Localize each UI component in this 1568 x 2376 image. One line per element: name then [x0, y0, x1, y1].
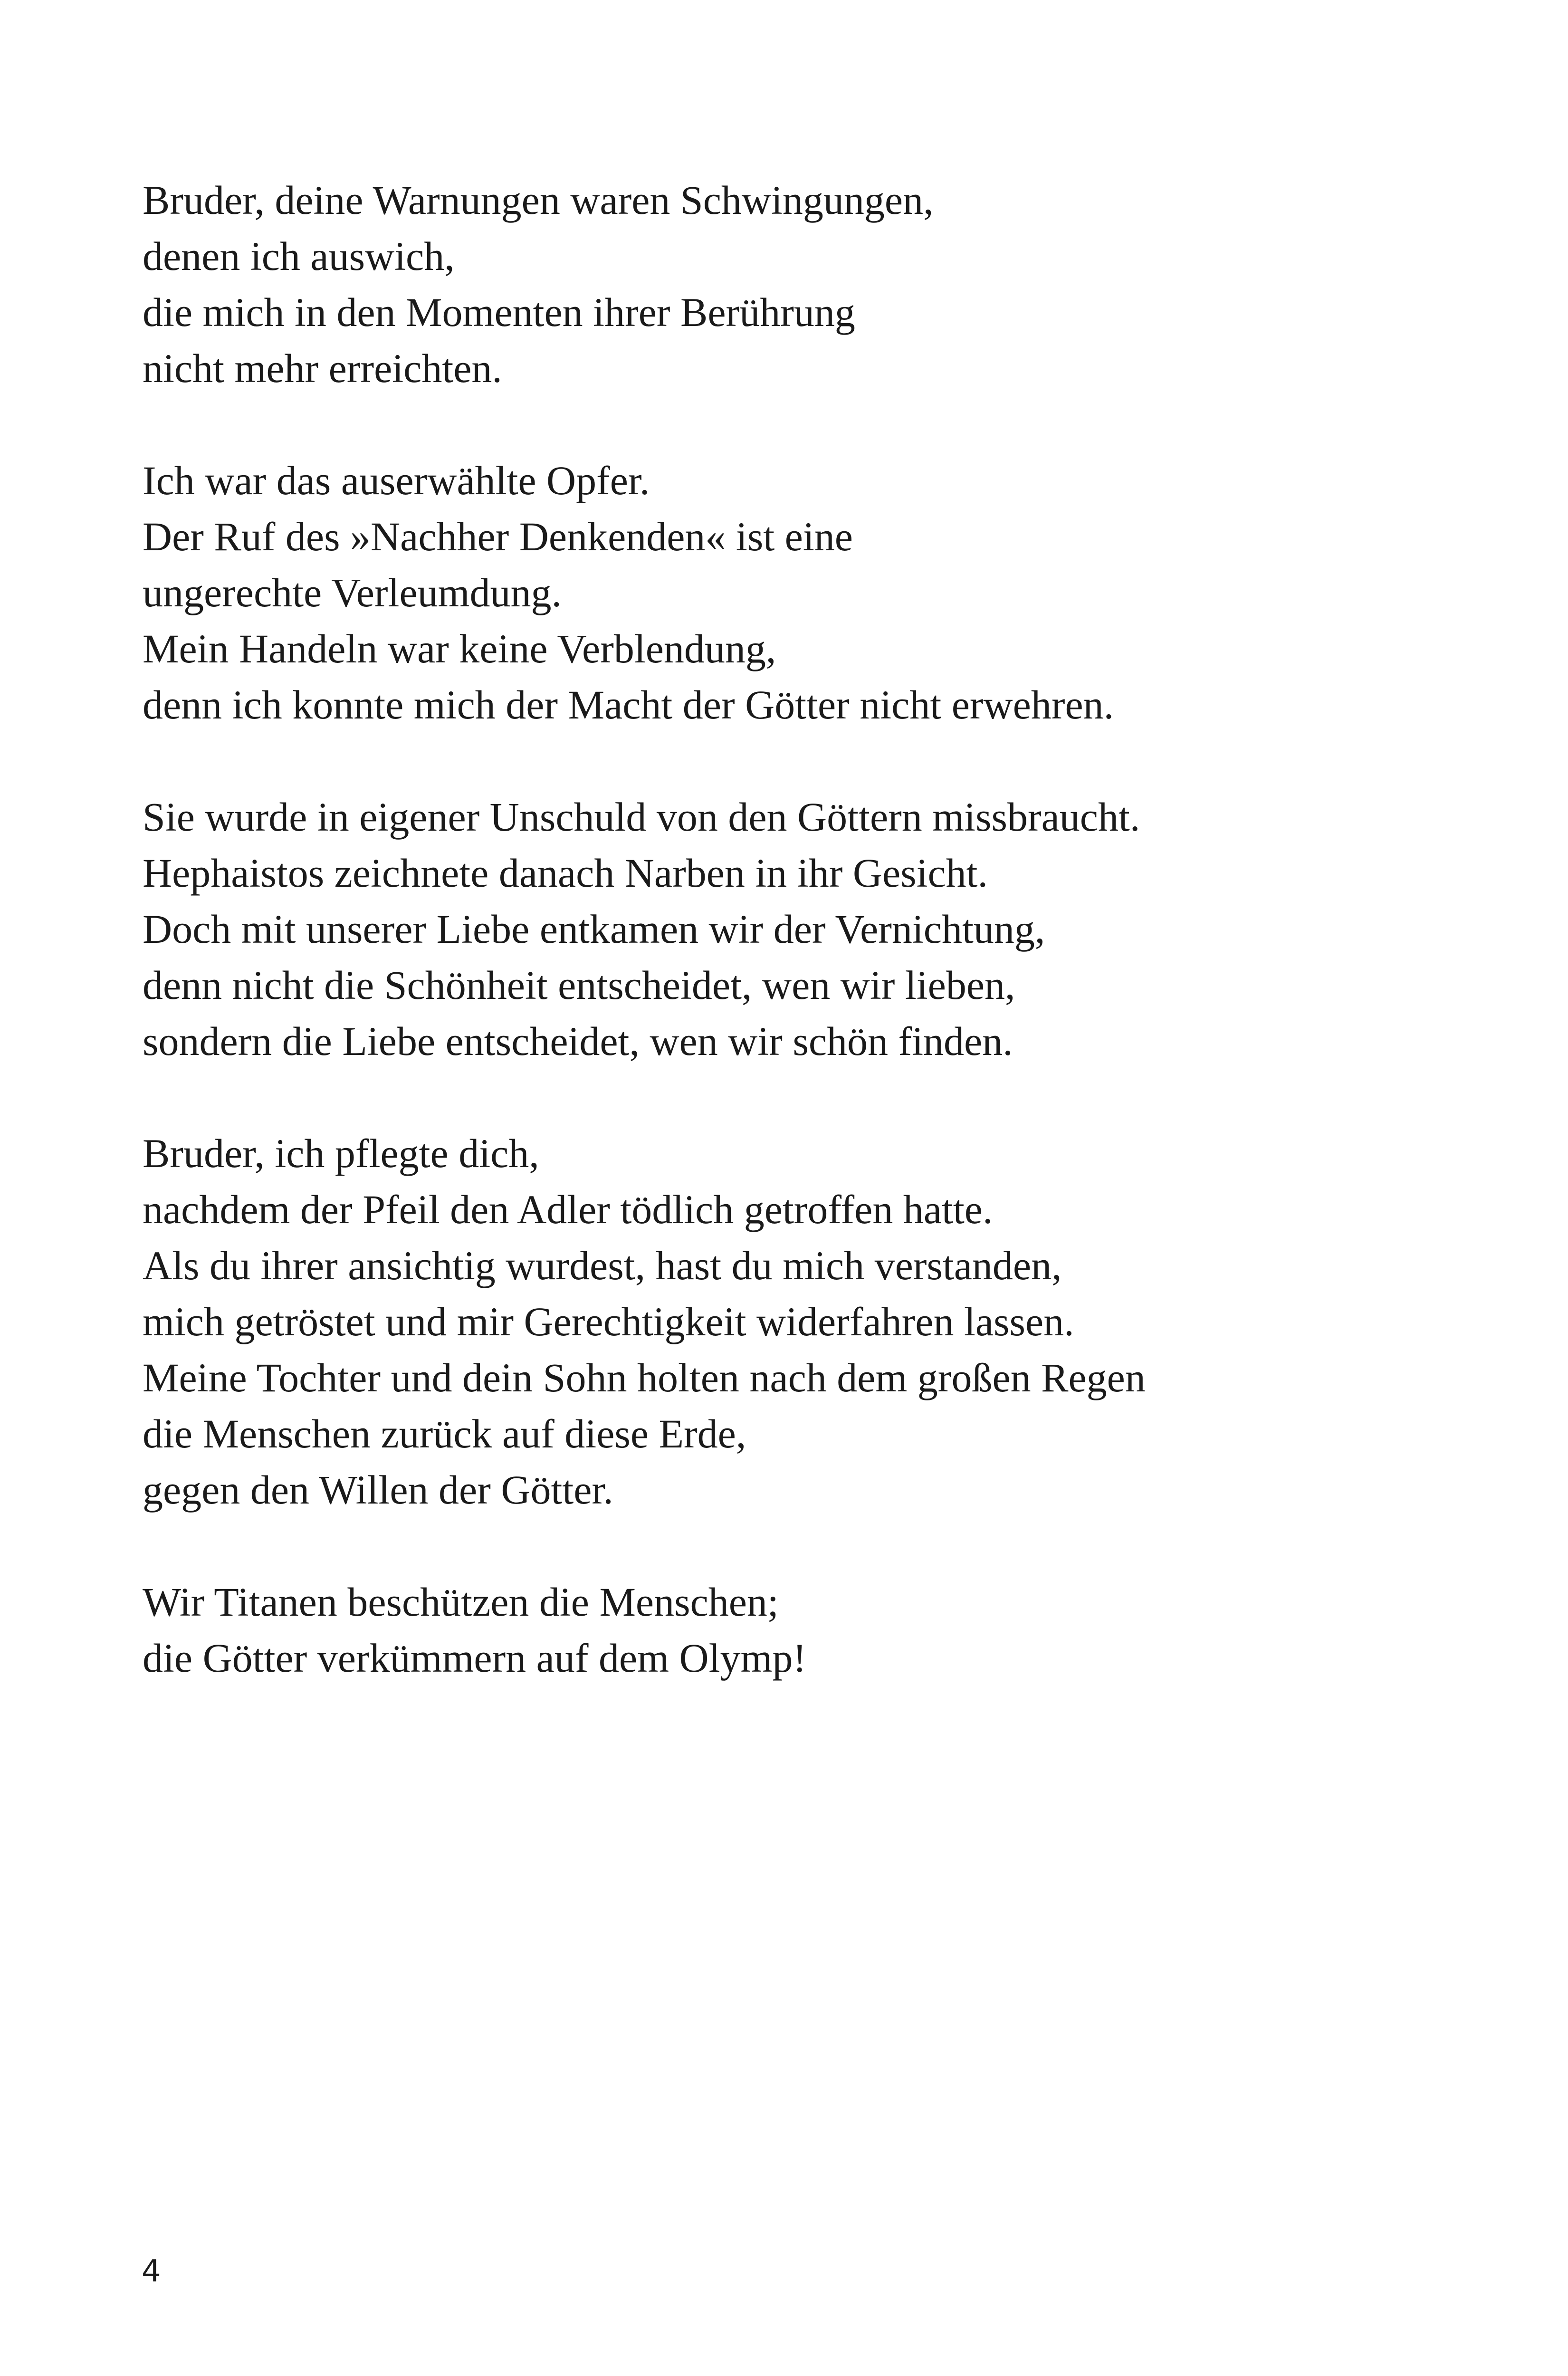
poem-line: sondern die Liebe entscheidet, wen wir schön finden. — [143, 1018, 1013, 1064]
poem-line: Meine Tochter und dein Sohn holten nach dem großen Regen — [143, 1355, 1146, 1400]
page-number: 4 — [142, 2254, 161, 2289]
stanza-4 — [143, 1125, 1497, 1518]
stanza-3 — [143, 789, 1497, 1069]
poem-line: Doch mit unserer Liebe entkamen wir der Vernichtung, — [143, 906, 1045, 952]
poem-body — [143, 172, 1497, 1742]
poem-line: denn nicht die Schönheit entscheidet, wen wir lieben, — [143, 962, 1015, 1008]
poem-line: Als du ihrer ansichtig wurdest, hast du mich verstanden, — [143, 1243, 1062, 1288]
stanza-1 — [143, 172, 1497, 396]
poem-line: ungerechte Verleumdung. — [143, 570, 562, 615]
stanza-2 — [143, 452, 1497, 733]
poem-line: die Menschen zurück auf diese Erde, — [143, 1411, 746, 1456]
stanza-5 — [143, 1574, 1497, 1686]
poem-line: mich getröstet und mir Gerechtigkeit widerfahren lassen. — [143, 1299, 1074, 1344]
poem-line: Sie wurde in eigener Unschuld von den Göttern missbraucht. — [143, 794, 1140, 840]
poem-line: gegen den Willen der Götter. — [143, 1467, 613, 1513]
poem-line: die Götter verkümmern auf dem Olymp! — [143, 1635, 807, 1681]
poem-line: Der Ruf des »Nachher Denkenden« ist eine — [143, 514, 853, 559]
poem-line: die mich in den Momenten ihrer Berührung — [143, 289, 855, 335]
poem-line: Bruder, ich pflegte dich, — [143, 1131, 539, 1176]
poem-line: denen ich auswich, — [143, 233, 455, 279]
poem-line: Hephaistos zeichnete danach Narben in ihr Gesicht. — [143, 850, 988, 896]
poem-line: Bruder, deine Warnungen waren Schwingungen, — [143, 177, 934, 223]
poem-line: nachdem der Pfeil den Adler tödlich getroffen hatte. — [143, 1187, 993, 1232]
poem-line: nicht mehr erreichten. — [143, 345, 502, 391]
poem-line: Wir Titanen beschützen die Menschen; — [143, 1579, 779, 1625]
poem-line: Ich war das auserwählte Opfer. — [143, 458, 650, 503]
poem-line: Mein Handeln war keine Verblendung, — [143, 626, 776, 671]
poem-line: denn ich konnte mich der Macht der Götter nicht erwehren. — [143, 682, 1114, 728]
